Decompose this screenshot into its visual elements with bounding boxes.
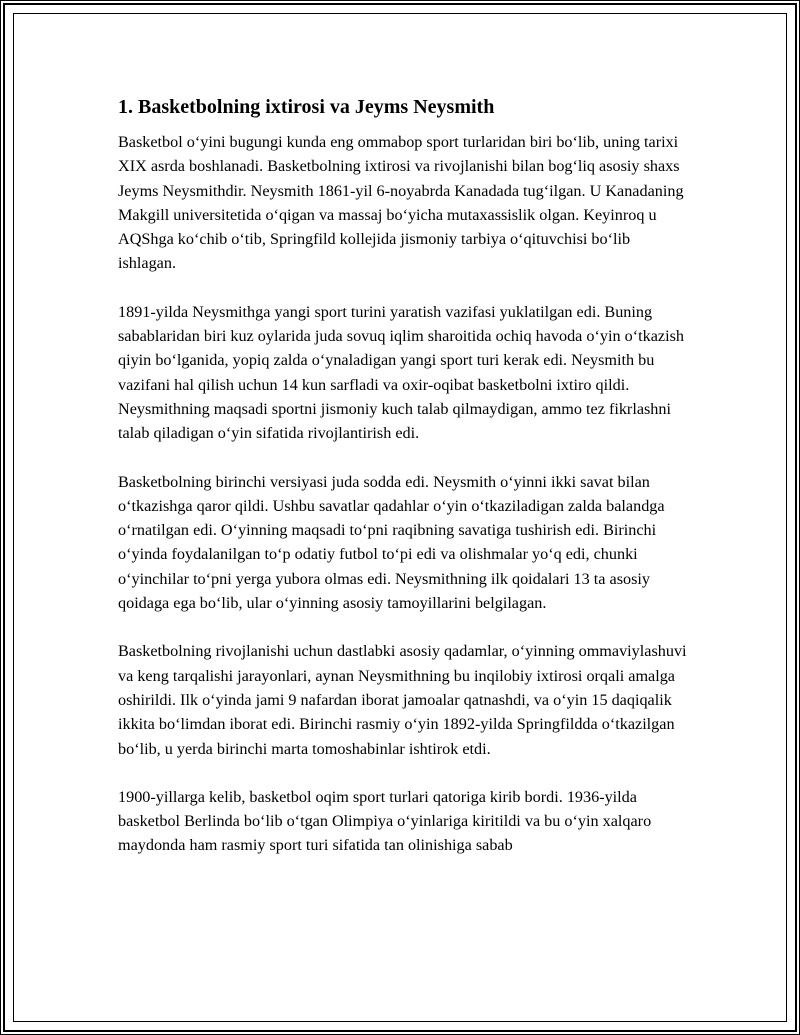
paragraph-4: Basketbolning rivojlanishi uchun dastlabki asosiy qadamlar, o‘yinning ommaviylashuvi va keng tarqalishi jarayonlari, aynan Neysmithning bu inqilobiy ixtirosi orqali amalga oshirildi. Ilk o‘yinda jami 9 nafardan iborat jamoalar qatnashdi, va o‘yin 15 daqiqalik ikkita bo‘limdan iborat edi. Birinchi rasmiy o‘yin 1892-yilda Springfildda o‘tkazilgan bo‘lib, u yerda birinchi marta tomoshabinlar ishtirok etdi.	[118, 642, 687, 758]
section-heading: 1. Basketbolning ixtirosi va Jeyms Neysmith	[118, 96, 495, 118]
document-body	[118, 94, 688, 882]
paragraph-3: Basketbolning birinchi versiyasi juda sodda edi. Neysmith o‘yinni ikki savat bilan o‘tkazishga qaror qildi. Ushbu savatlar qadahlar o‘yin o‘tkaziladigan zalda balandga o‘rnatilgan edi. O‘yinning maqsadi to‘pni raqibning savatiga tushirish edi. Birinchi o‘yinda foydalanilgan to‘p odatiy futbol to‘pi edi va olishmalar yo‘q edi, chunki o‘yinchilar to‘pni yerga yubora olmas edi. Neysmithning ilk qoidalari 13 ta asosiy qoidaga ega bo‘lib, ular o‘yinning asosiy tamoyillarini belgilagan.	[118, 472, 665, 613]
paragraph-5: 1900-yillarga kelib, basketbol oqim sport turlari qatoriga kirib bordi. 1936-yilda basketbol Berlinda bo‘lib o‘tgan Olimpiya o‘yinlariga kiritildi va bu o‘yin xalqaro maydonda ham rasmiy sport turi sifatida tan olinishiga sabab	[118, 787, 652, 855]
paragraph-1: Basketbol o‘yini bugungi kunda eng ommabop sport turlaridan biri bo‘lib, uning tarixi XIX asrda boshlanadi. Basketbolning ixtirosi va rivojlanishi bilan bog‘liq asosiy shaxs Jeyms Neysmithdir. Neysmith 1861-yil 6-noyabrda Kanadada tug‘ilgan. U Kanadaning Makgill universitetida o‘qigan va massaj bo‘yicha mutaxassislik olgan. Keyinroq u AQShga ko‘chib o‘tib, Springfild kollejida jismoniy tarbiya o‘qituvchisi bo‘lib ishlagan.	[118, 133, 684, 273]
paragraph-2: 1891-yilda Neysmithga yangi sport turini yaratish vazifasi yuklatilgan edi. Buning sabablaridan biri kuz oylarida juda sovuq iqlim sharoitida ochiq havoda o‘yin o‘tkazish qiyin bo‘lganida, yopiq zalda o‘ynaladigan yangi sport turi kerak edi. Neysmith bu vazifani hal qilish uchun 14 kun sarfladi va oxir-oqibat basketbolni ixtiro qildi. Neysmithning maqsadi sportni jismoniy kuch talab qilmaydigan, ammo tez fikrlashni talab qiladigan o‘yin sifatida rivojlantirish edi.	[118, 302, 684, 443]
